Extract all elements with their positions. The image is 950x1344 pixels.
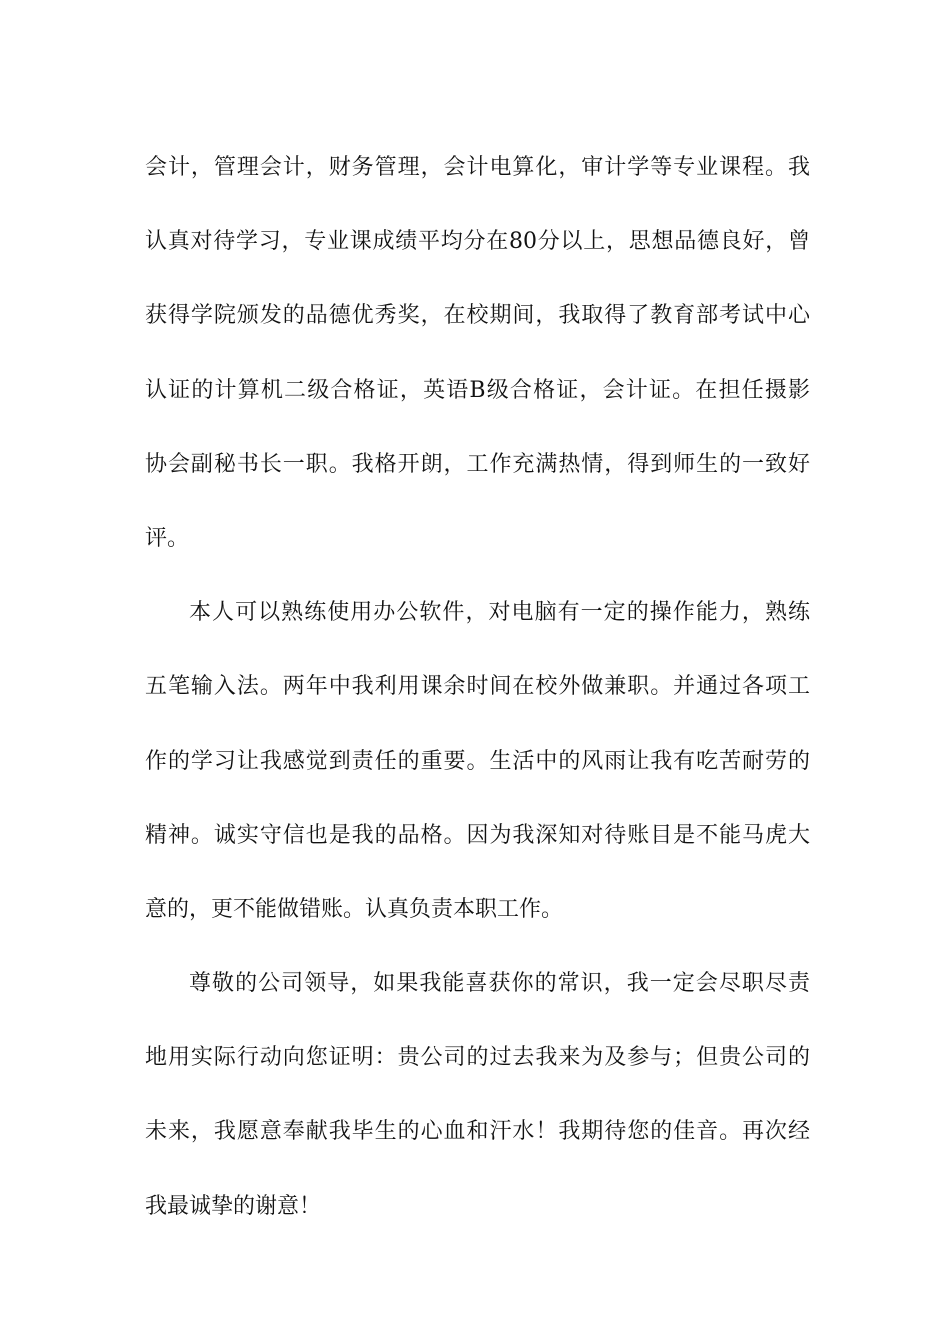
text-line: 本人可以熟练使用办公软件，对电脑有一定的操作能力，熟练	[189, 600, 810, 626]
text-line: 获得学院颁发的品德优秀奖，在校期间，我取得了教育部考试中心	[145, 303, 810, 329]
text-line: 认真对待学习，专业课成绩平均分在80分以上，思想品德良好，曾	[145, 229, 810, 255]
text-line: 会计，管理会计，财务管理，会计电算化，审计学等专业课程。我	[145, 155, 810, 180]
text-line: 认证的计算机二级合格证，英语B级合格证，会计证。在担任摄影	[145, 377, 810, 403]
text-line: 我最诚挚的谢意！	[145, 1193, 322, 1219]
text-line: 未来，我愿意奉献我毕生的心血和汗水！我期待您的佳音。再次经	[145, 1119, 810, 1145]
text-line: 地用实际行动向您证明：贵公司的过去我来为及参与；但贵公司的	[145, 1045, 810, 1071]
body-text	[145, 131, 810, 1244]
text-line: 评。	[145, 525, 190, 551]
text-line: 尊敬的公司领导，如果我能喜获你的常识，我一定会尽职尽责	[189, 971, 810, 997]
text-line: 精神。诚实守信也是我的品格。因为我深知对待账目是不能马虎大	[145, 822, 810, 848]
text-line: 五笔输入法。两年中我利用课余时间在校外做兼职。并通过各项工	[145, 674, 810, 700]
text-line: 协会副秘书长一职。我格开朗，工作充满热情，得到师生的一致好	[145, 451, 810, 477]
text-line: 意的，更不能做错账。认真负责本职工作。	[145, 896, 564, 922]
text-line: 作的学习让我感觉到责任的重要。生活中的风雨让我有吃苦耐劳的	[145, 748, 810, 774]
